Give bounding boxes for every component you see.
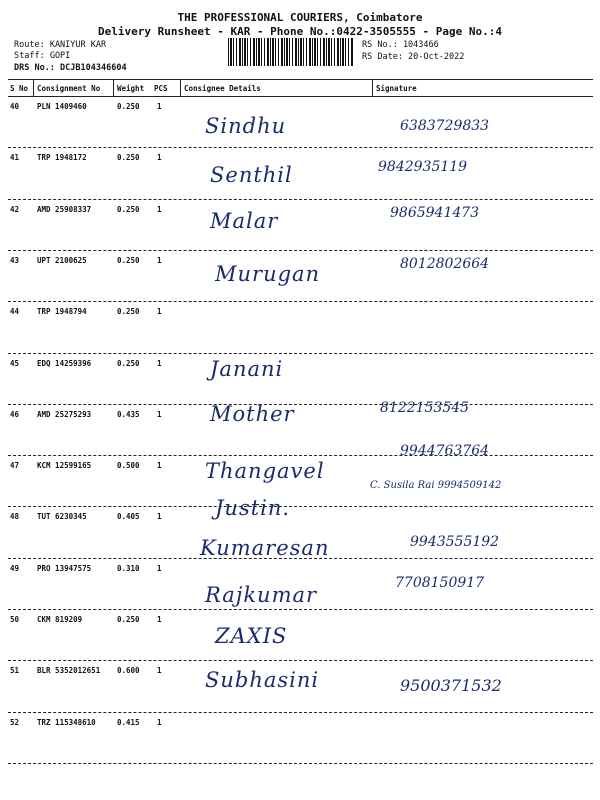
row-pcs: 1 bbox=[157, 255, 162, 265]
row-pcs: 1 bbox=[157, 153, 162, 163]
row-sno: 50 bbox=[10, 615, 20, 624]
row-separator bbox=[8, 763, 593, 764]
row-separator bbox=[8, 712, 593, 713]
table-row bbox=[0, 151, 600, 202]
signature-handwritten: 9943555192 bbox=[410, 533, 500, 550]
row-sno: 52 bbox=[10, 717, 20, 727]
row-pcs: 1 bbox=[157, 512, 162, 522]
header-top-rule bbox=[8, 79, 593, 80]
row-pcs: 1 bbox=[157, 717, 162, 727]
header-bottom-rule bbox=[8, 96, 593, 97]
row-weight: 0.250 bbox=[117, 255, 140, 265]
col-header-consignee: Consignee Details bbox=[184, 84, 261, 93]
row-sno: 49 bbox=[10, 563, 20, 573]
row-consignment: AMD 25275293 bbox=[37, 409, 92, 419]
row-separator bbox=[8, 147, 593, 148]
column-divider bbox=[180, 80, 181, 96]
row-separator bbox=[8, 404, 593, 405]
row-separator bbox=[8, 609, 593, 610]
table-row bbox=[0, 443, 600, 510]
row-separator bbox=[8, 506, 593, 507]
signature-handwritten: 8012802664 bbox=[400, 255, 490, 272]
row-weight: 0.415 bbox=[117, 717, 140, 727]
row-separator bbox=[8, 250, 593, 251]
row-sno: 47 bbox=[10, 461, 20, 471]
col-header-signature: Signature bbox=[376, 84, 417, 93]
table-row bbox=[0, 305, 600, 356]
table-row bbox=[0, 399, 600, 459]
consignee-handwritten: Thangavel bbox=[205, 459, 325, 484]
rs-number: RS No.: 1043466 bbox=[362, 40, 439, 50]
row-pcs: 1 bbox=[157, 563, 162, 573]
row-separator bbox=[8, 199, 593, 200]
row-consignment: UPT 2100625 bbox=[37, 255, 87, 265]
row-pcs: 1 bbox=[157, 204, 162, 214]
row-sno: 40 bbox=[10, 102, 20, 111]
row-consignment: BLR 5352012651 bbox=[37, 666, 101, 676]
row-consignment: TRZ 115348610 bbox=[37, 717, 96, 727]
row-separator bbox=[8, 455, 593, 456]
drs-number: DRS No.: DCJB104346604 bbox=[14, 63, 127, 73]
signature-handwritten: 9500371532 bbox=[400, 675, 502, 695]
consignee-handwritten: Malar bbox=[210, 208, 279, 233]
column-divider bbox=[372, 80, 373, 96]
runsheet-title: Delivery Runsheet - KAR - Phone No.:0422-3505555 - Page No.:4 bbox=[98, 25, 502, 38]
signature-handwritten: 9842935119 bbox=[378, 159, 468, 176]
row-sno: 44 bbox=[10, 307, 20, 317]
row-separator bbox=[8, 301, 593, 302]
col-header-sno: S No bbox=[10, 84, 29, 93]
row-consignment: AMD 25908337 bbox=[37, 204, 92, 214]
consignee-handwritten: Senthil bbox=[210, 163, 293, 188]
row-consignment: TRP 1948794 bbox=[37, 307, 87, 317]
company-title: THE PROFESSIONAL COURIERS, Coimbatore bbox=[177, 11, 423, 24]
signature-handwritten: 7708150917 bbox=[395, 575, 485, 591]
row-weight: 0.250 bbox=[117, 358, 140, 368]
row-weight: 0.310 bbox=[117, 563, 140, 573]
table-row bbox=[0, 357, 600, 408]
row-weight: 0.435 bbox=[117, 409, 140, 419]
row-weight: 0.250 bbox=[117, 102, 140, 111]
row-weight: 0.405 bbox=[117, 512, 140, 522]
row-pcs: 1 bbox=[157, 307, 162, 317]
row-weight: 0.250 bbox=[117, 153, 140, 163]
row-consignment: TRP 1948172 bbox=[37, 153, 87, 163]
route-text: Route: KANIYUR KAR bbox=[14, 40, 107, 50]
consignee-handwritten: Subhasini bbox=[205, 667, 320, 692]
row-consignment: CKM 819209 bbox=[37, 615, 83, 624]
row-sno: 43 bbox=[10, 255, 20, 265]
table-row bbox=[0, 575, 600, 664]
column-divider bbox=[33, 80, 34, 96]
consignee-handwritten: Justin. bbox=[215, 496, 291, 521]
row-sno: 41 bbox=[10, 153, 20, 163]
signature-handwritten: 9865941473 bbox=[390, 204, 480, 221]
col-header-weight: Weight bbox=[117, 84, 145, 93]
table-row bbox=[0, 254, 600, 305]
col-header-consignment: Consignment No bbox=[37, 84, 101, 93]
signature-handwritten: 6383729833 bbox=[400, 118, 490, 134]
consignee-handwritten: Murugan bbox=[215, 261, 321, 286]
table-row bbox=[0, 203, 600, 254]
row-separator bbox=[8, 353, 593, 354]
signature-handwritten: 8122153545 bbox=[380, 399, 470, 416]
column-divider bbox=[113, 80, 114, 96]
row-sno: 48 bbox=[10, 512, 20, 522]
rs-date: RS Date: 20-Oct-2022 bbox=[362, 52, 465, 62]
row-separator bbox=[8, 660, 593, 661]
row-pcs: 1 bbox=[157, 409, 162, 419]
row-weight: 0.250 bbox=[117, 615, 140, 624]
row-sno: 45 bbox=[10, 358, 20, 368]
row-sno: 42 bbox=[10, 204, 20, 214]
staff-text: Staff: GOPI bbox=[14, 51, 71, 61]
col-header-pcs: PCS bbox=[154, 84, 168, 93]
row-weight: 0.600 bbox=[117, 666, 140, 676]
row-weight: 0.250 bbox=[117, 307, 140, 317]
row-pcs: 1 bbox=[157, 666, 162, 676]
consignee-handwritten: Mother bbox=[210, 401, 295, 426]
row-sno: 51 bbox=[10, 666, 20, 676]
row-consignment: EDQ 14259396 bbox=[37, 358, 92, 368]
row-consignment: KCM 12599165 bbox=[37, 461, 92, 471]
consignee-handwritten: Kumaresan bbox=[200, 535, 330, 560]
row-consignment: PRO 13947575 bbox=[37, 563, 92, 573]
row-sno: 46 bbox=[10, 409, 20, 419]
row-pcs: 1 bbox=[157, 102, 162, 111]
row-weight: 0.500 bbox=[117, 461, 140, 471]
row-weight: 0.250 bbox=[117, 204, 140, 214]
signature-handwritten: 9944763764 bbox=[400, 443, 490, 460]
consignee-handwritten: Janani bbox=[210, 356, 284, 381]
table-row bbox=[0, 100, 600, 151]
consignee-handwritten: ZAXIS bbox=[215, 624, 288, 649]
row-pcs: 1 bbox=[157, 358, 162, 368]
row-pcs: 1 bbox=[157, 615, 162, 624]
row-consignment: PLN 1409460 bbox=[37, 102, 87, 111]
consignee-handwritten: Sindhu bbox=[205, 114, 287, 138]
row-pcs: 1 bbox=[157, 461, 162, 471]
signature-handwritten: C. Susila Rai 9994509142 bbox=[370, 480, 502, 492]
barcode-image bbox=[228, 38, 354, 66]
row-consignment: TUT 6230345 bbox=[37, 512, 87, 522]
consignee-handwritten: Rajkumar bbox=[205, 583, 318, 607]
